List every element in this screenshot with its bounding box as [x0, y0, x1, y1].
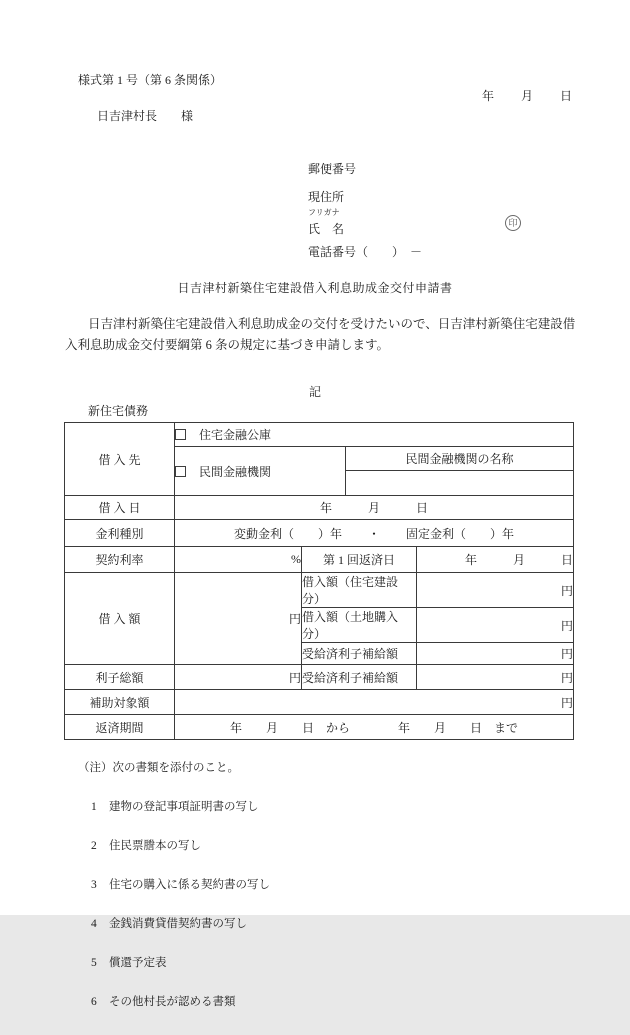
furigana-label: フリガナ: [308, 208, 340, 217]
table-row: [65, 573, 574, 608]
seal-mark-icon: 印: [505, 215, 521, 231]
sub-building-field[interactable]: 円: [417, 573, 574, 608]
interest-total-field[interactable]: 円: [175, 665, 302, 690]
checkbox-jfc[interactable]: [175, 429, 186, 440]
sub-building-label: 借入額（住宅建設分）: [302, 573, 417, 608]
table-row: [65, 496, 574, 520]
note-number: 4: [91, 918, 97, 930]
note-text: 住民票謄本の写し: [109, 840, 201, 852]
body-line-2: 入利息助成金交付要綱第 6 条の規定に基づき申請します。: [65, 338, 390, 352]
option-jfc-cell: [175, 423, 574, 447]
contract-rate-label: 契約利率: [65, 547, 175, 573]
rate-type-field[interactable]: [175, 520, 574, 547]
name-label: 氏 名: [308, 222, 345, 236]
sub-received-label: 受給済利子補給額: [302, 643, 417, 665]
first-repayment-label: 第 1 回返済日: [302, 547, 417, 573]
note-number: 3: [91, 879, 97, 891]
note-item: [78, 879, 270, 892]
form-number: 様式第 1 号（第 6 条関係）: [78, 73, 223, 87]
table-row: [65, 547, 574, 573]
repayment-period-label: 返済期間: [65, 715, 175, 740]
note-text: 住宅の購入に係る契約書の写し: [109, 879, 270, 891]
checkbox-private-bank[interactable]: [175, 466, 186, 477]
rate-variable-label: 変動金利（ ）年: [233, 526, 342, 541]
borrow-amount-total-field[interactable]: 円: [175, 573, 302, 665]
body-line-1: 日吉津村新築住宅建設借入利息助成金の交付を受けたいので、日吉津村新築住宅建設借: [88, 317, 576, 331]
option-private-label: 民間金融機関: [199, 464, 272, 479]
note-number: 2: [91, 840, 97, 852]
borrower-label: 借 入 先: [65, 423, 175, 496]
first-repayment-field[interactable]: 年 月 日: [417, 547, 574, 573]
note-number: 1: [91, 801, 97, 813]
section-mark: 記: [308, 385, 321, 399]
private-bank-name-field[interactable]: [346, 471, 574, 496]
rate-type-label: 金利種別: [65, 520, 175, 547]
table-row: [65, 690, 574, 715]
table-caption: 新住宅債務: [88, 404, 149, 418]
loan-details-table: [64, 422, 574, 740]
note-text: 償還予定表: [109, 957, 167, 969]
body-paragraph: [65, 314, 577, 356]
notes-heading: （注）次の書類を添付のこと。: [78, 762, 239, 774]
addressee-mayor: 日吉津村長 様: [97, 109, 194, 123]
contract-rate-field[interactable]: %: [175, 547, 302, 573]
date-line: 年 月 日: [481, 89, 573, 103]
table-row: [65, 423, 574, 447]
note-text: その他村長が認める書類: [109, 996, 236, 1008]
phone-number-label: 電話番号（ ） －: [308, 245, 423, 259]
received-subsidy-label: 受給済利子補給額: [302, 665, 417, 690]
received-subsidy-field[interactable]: 円: [417, 665, 574, 690]
note-item: [78, 996, 270, 1009]
subsidy-amount-field[interactable]: 円: [175, 690, 574, 715]
borrow-date-field[interactable]: 年 月 日: [175, 496, 574, 520]
sub-land-label: 借入額（土地購入分）: [302, 608, 417, 643]
document-title: 日吉津村新築住宅建設借入利息助成金交付申請書: [177, 281, 453, 295]
note-number: 5: [91, 957, 97, 969]
note-text: 金銭消費貸借契約書の写し: [109, 918, 247, 930]
repayment-period-field[interactable]: 年 月 日 から 年 月 日 まで: [175, 715, 574, 740]
table-row: [65, 520, 574, 547]
option-private-cell: [175, 447, 346, 496]
note-item: [78, 918, 270, 931]
postal-code-label: 郵便番号: [308, 162, 357, 176]
note-item: [78, 840, 270, 853]
sub-received-field[interactable]: 円: [417, 643, 574, 665]
rate-separator: ・: [368, 526, 381, 541]
borrow-amount-label: 借 入 額: [65, 573, 175, 665]
subsidy-amount-label: 補助対象額: [65, 690, 175, 715]
current-address-label: 現住所: [308, 190, 345, 204]
private-bank-name-header: 民間金融機関の名称: [346, 447, 574, 471]
borrow-date-label: 借 入 日: [65, 496, 175, 520]
option-jfc-label: 住宅金融公庫: [199, 428, 272, 442]
notes-block: [78, 736, 270, 1035]
sub-land-field[interactable]: 円: [417, 608, 574, 643]
note-item: [78, 801, 270, 814]
rate-fixed-label: 固定金利（ ）年: [406, 526, 515, 541]
note-text: 建物の登記事項証明書の写し: [109, 801, 259, 813]
note-item: [78, 957, 270, 970]
interest-total-label: 利子総額: [65, 665, 175, 690]
note-number: 6: [91, 996, 97, 1008]
table-row: [65, 665, 574, 690]
